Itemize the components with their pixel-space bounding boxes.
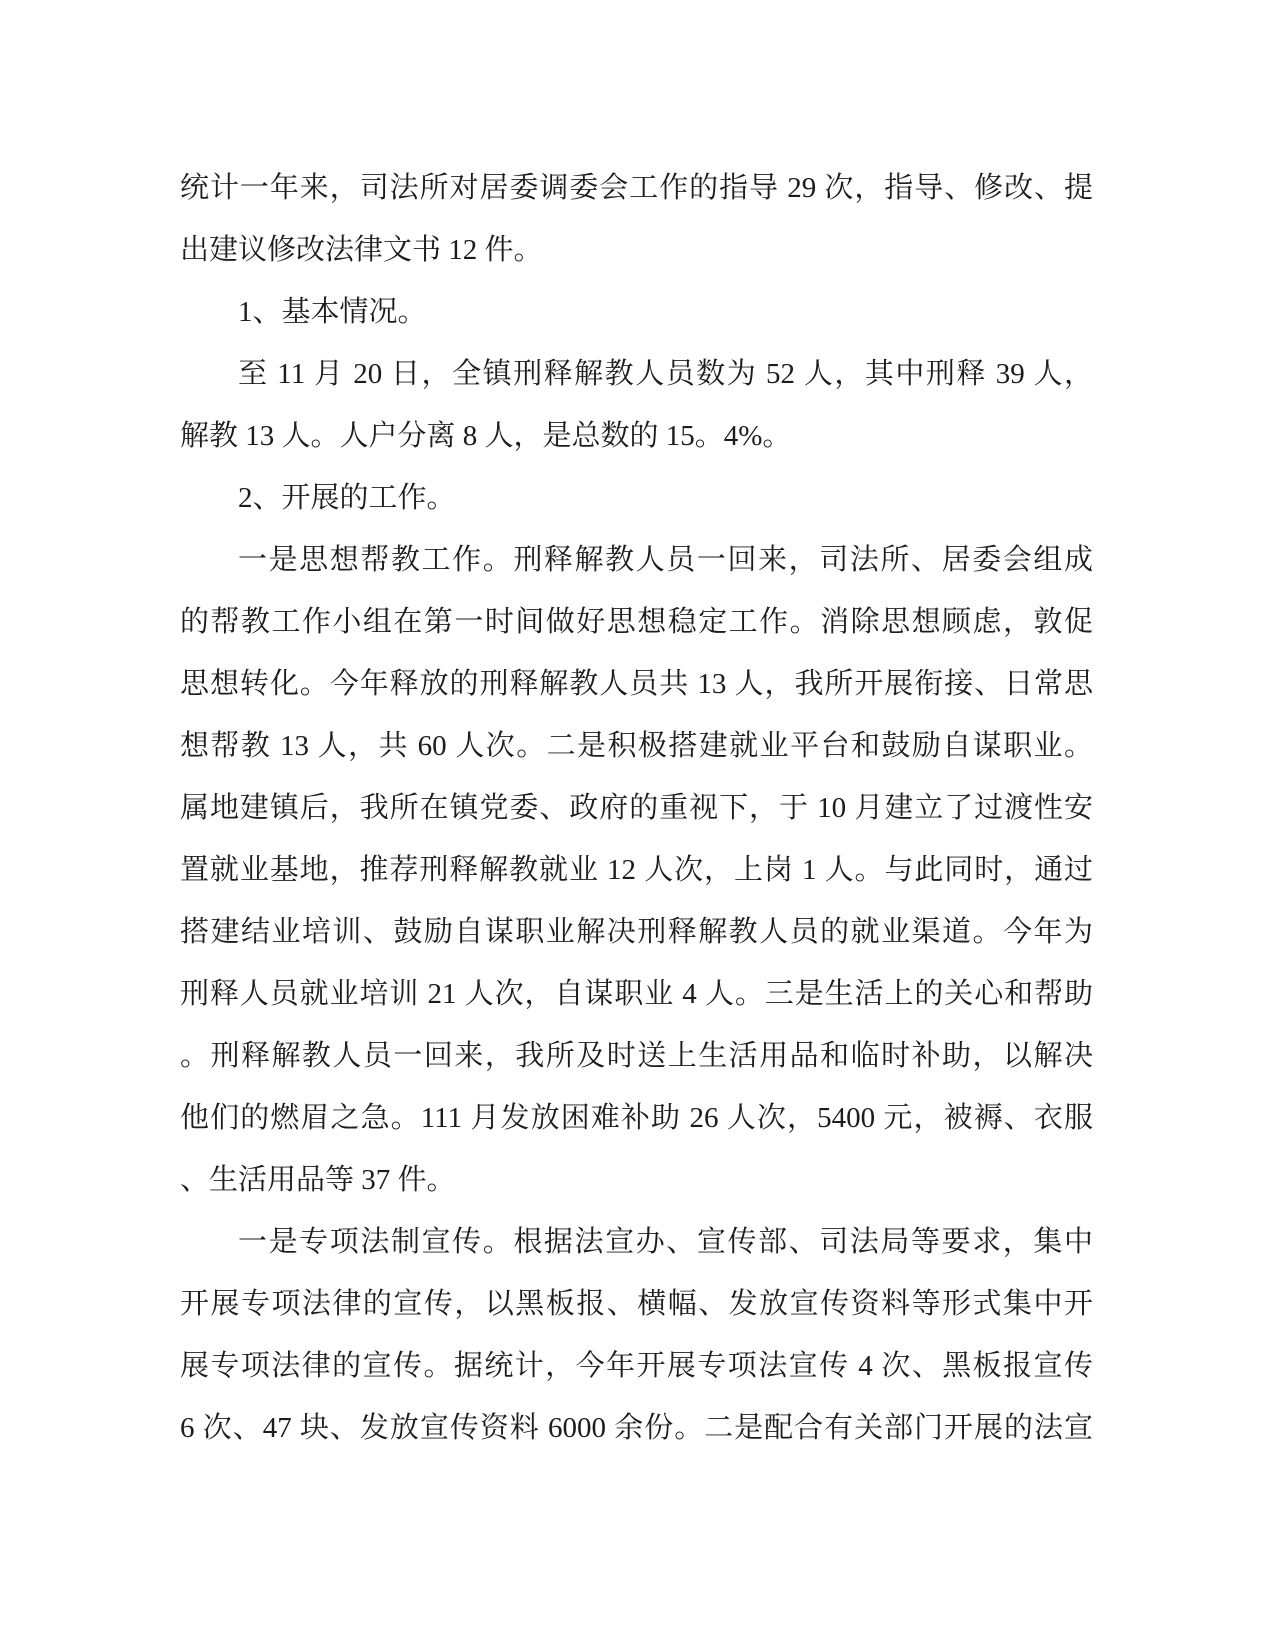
text-line: 2、开展的工作。 [238, 482, 456, 514]
text-line: 展专项法律的宣传。据统计，今年开展专项法宣传 4 次、黑板报宣传 [180, 1350, 1093, 1382]
text-line: 、生活用品等 37 件。 [180, 1164, 456, 1196]
text-line: 属地建镇后，我所在镇党委、政府的重视下，于 10 月建立了过渡性安 [180, 792, 1093, 824]
text-line: 一是思想帮教工作。刑释解教人员一回来，司法所、居委会组成 [238, 544, 1093, 576]
text-line: 想帮教 13 人，共 60 人次。二是积极搭建就业平台和鼓励自谋职业。 [180, 730, 1093, 762]
text-line: 6 次、47 块、发放宣传资料 6000 余份。二是配合有关部门开展的法宣 [180, 1412, 1093, 1444]
text-line: 置就业基地，推荐刑释解教就业 12 人次，上岗 1 人。与此同时，通过 [180, 854, 1093, 886]
text-line: 开展专项法律的宣传，以黑板报、横幅、发放宣传资料等形式集中开 [180, 1288, 1093, 1320]
text-line: 他们的燃眉之急。111 月发放困难补助 26 人次，5400 元，被褥、衣服 [180, 1102, 1093, 1134]
text-line: 。刑释解教人员一回来，我所及时送上生活用品和临时补助，以解决 [180, 1040, 1093, 1072]
text-line: 刑释人员就业培训 21 人次，自谋职业 4 人。三是生活上的关心和帮助 [180, 978, 1093, 1010]
text-line: 一是专项法制宣传。根据法宣办、宣传部、司法局等要求，集中 [238, 1226, 1093, 1258]
text-line: 1、基本情况。 [238, 296, 427, 328]
document-body [180, 157, 1093, 1459]
text-line: 的帮教工作小组在第一时间做好思想稳定工作。消除思想顾虑，敦促 [180, 606, 1093, 638]
text-line: 至 11 月 20 日，全镇刑释解教人员数为 52 人，其中刑释 39 人， [238, 358, 1093, 390]
text-line: 统计一年来，司法所对居委调委会工作的指导 29 次，指导、修改、提 [180, 172, 1093, 204]
text-line: 解教 13 人。人户分离 8 人，是总数的 15。4%。 [180, 420, 792, 452]
text-line: 搭建结业培训、鼓励自谋职业解决刑释解教人员的就业渠道。今年为 [180, 916, 1093, 948]
text-line: 思想转化。今年释放的刑释解教人员共 13 人，我所开展衔接、日常思 [180, 668, 1093, 700]
text-line: 出建议修改法律文书 12 件。 [180, 234, 543, 266]
